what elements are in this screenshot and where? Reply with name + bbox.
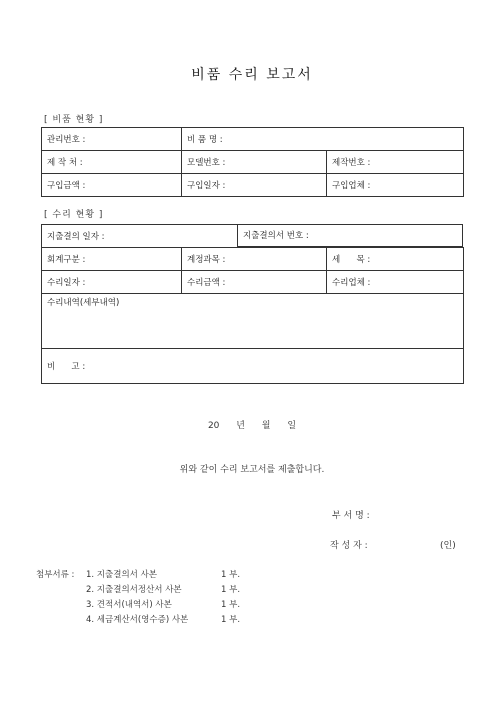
manufacturer-field[interactable]: 제 작 처 : — [42, 151, 182, 174]
expense-date-field[interactable]: 지출결의 일자 : — [42, 225, 327, 248]
accounting-class-field[interactable]: 회계구분 : — [42, 248, 182, 271]
item-name-field[interactable]: 비 품 명 : — [182, 128, 464, 151]
seal-label: (인) — [440, 541, 456, 551]
purchase-amount-field[interactable]: 구입금액 : — [42, 174, 182, 197]
table-row — [42, 294, 464, 349]
expense-number-field[interactable]: 지출결의서 번호 : — [237, 224, 463, 247]
repair-details-field[interactable]: 수리내역(세부내역) — [42, 294, 464, 349]
date-line: 20 년 월 일 — [207, 421, 297, 431]
management-number-field[interactable]: 관리번호 : — [42, 128, 182, 151]
attachment-item-qty: 1 부. — [221, 585, 241, 595]
serial-number-field[interactable]: 제작번호 : — [327, 151, 464, 174]
attachment-item-label: 4. 세금계산서(영수증) 사본 — [86, 615, 189, 625]
attachment-item-label: 2. 지출결의서정산서 사본 — [86, 585, 182, 595]
submission-statement: 위와 같이 수리 보고서를 제출합니다. — [179, 465, 325, 475]
attachment-item-label: 3. 견적서(내역서) 사본 — [86, 600, 172, 610]
equipment-status-table — [41, 127, 464, 197]
equipment-status-label: [ 비품 현황 ] — [44, 115, 104, 125]
repair-status-table — [41, 224, 464, 384]
table-row — [42, 151, 464, 174]
remarks-field[interactable]: 비 고 : — [42, 349, 464, 384]
department-label: 부 서 명 : — [332, 511, 370, 521]
attachment-item-qty: 1 부. — [221, 615, 241, 625]
table-row — [42, 174, 464, 197]
table-row — [42, 349, 464, 384]
document-title: 비품 수리 보고서 — [191, 67, 313, 83]
repair-amount-field[interactable]: 수리금액 : — [182, 271, 327, 294]
writer-label: 작 성 자 : — [330, 541, 368, 551]
table-row — [42, 271, 464, 294]
model-number-field[interactable]: 모델번호 : — [182, 151, 327, 174]
account-title-field[interactable]: 계정과목 : — [182, 248, 327, 271]
table-row — [42, 128, 464, 151]
purchase-vendor-field[interactable]: 구입업체 : — [327, 174, 464, 197]
table-row — [42, 248, 464, 271]
sub-item-field[interactable]: 세 목 : — [327, 248, 464, 271]
attachment-item-qty: 1 부. — [221, 600, 241, 610]
repair-vendor-field[interactable]: 수리업체 : — [327, 271, 464, 294]
attachment-item-qty: 1 부. — [221, 570, 241, 580]
purchase-date-field[interactable]: 구입일자 : — [182, 174, 327, 197]
attachments-header: 첨부서류 : — [36, 570, 75, 580]
repair-date-field[interactable]: 수리일자 : — [42, 271, 182, 294]
attachment-item-label: 1. 지출결의서 사본 — [86, 570, 157, 580]
repair-status-label: [ 수리 현황 ] — [44, 210, 104, 220]
